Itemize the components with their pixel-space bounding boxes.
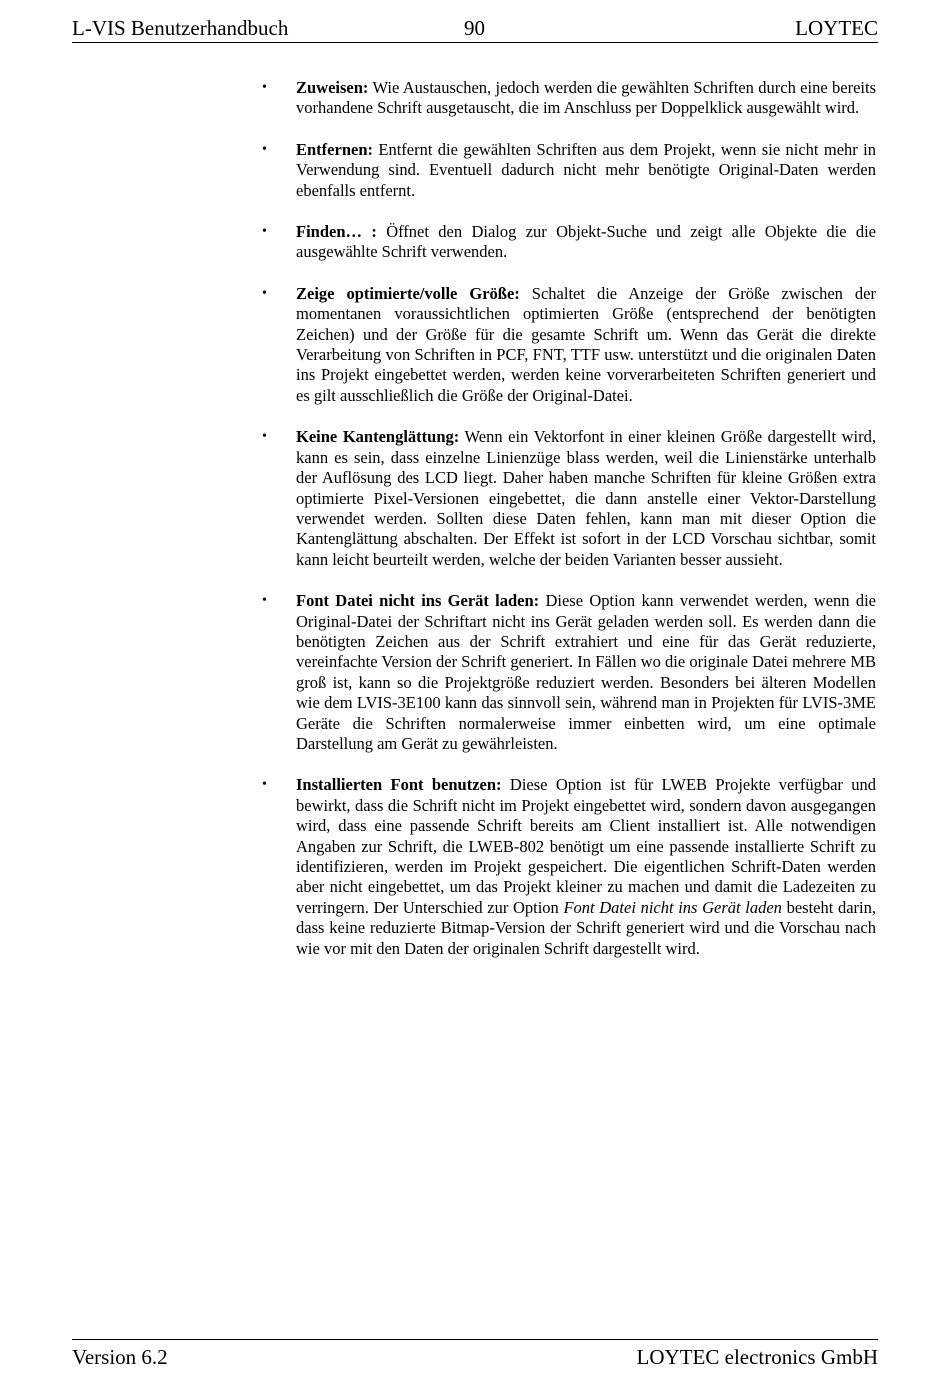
list-item-entfernen: [262, 140, 876, 201]
page-header: [72, 14, 878, 43]
bullet-icon: •: [262, 285, 267, 301]
item-term: Zeige optimierte/volle Größe:: [296, 283, 520, 303]
item-term: Keine Kantenglättung:: [296, 427, 460, 447]
item-text: Entfernt die gewählten Schriften aus dem Projekt, wenn sie nicht mehr in Verwendung sind. Eventuell dadurch nicht mehr benötigte Original-Daten werden ebenfalls entfernt.: [296, 139, 876, 200]
list-item-zuweisen: [262, 78, 876, 119]
list-item-kantenglaettung: [262, 427, 876, 570]
bullet-icon: •: [262, 80, 267, 95]
bullet-icon: •: [262, 429, 267, 445]
list-item-installierten-font: [262, 775, 876, 959]
item-text: Öffnet den Dialog zur Objekt-Suche und zeigt alle Objekte die die ausgewählte Schrift verwenden.: [296, 222, 877, 262]
brand-name: LOYTEC: [795, 16, 878, 40]
page-footer: [72, 1339, 878, 1374]
document-title: L-VIS Benutzerhandbuch: [72, 16, 289, 40]
item-emphasis: Font Datei nicht ins Gerät laden: [563, 897, 782, 917]
list-item-font-datei: [262, 591, 876, 754]
item-text: Diese Option ist für LWEB Projekte verfügbar und bewirkt, dass die Schrift nicht im Projekt eingebettet wird, sondern davon ausgegangen wird, dass eine passende Schrift bereits am Client installiert ist. Alle notwendigen Angaben zur Schrift, die LWEB-802 benötigt um eine passende installierte Schrift zu identifizieren, werden im Projekt gespeichert. Die eigentlichen Schrift-Daten werden aber nicht eingebettet, um das Projekt kleiner zu machen und damit die Ladezeiten zu verringern. Der Unterschied zur Option: [296, 775, 876, 917]
version-label: Version 6.2: [72, 1345, 168, 1369]
list-item-finden: [262, 222, 876, 263]
item-term: Finden… :: [296, 222, 377, 242]
item-text: Wenn ein Vektorfont in einer kleinen Größe dargestellt wird, kann es sein, dass einzelne Linienzüge blass werden, weil die Linienstärke unterhalb der Auflösung des LCD liegt. Daher haben manche Schriften für kleine Größen extra optimierte Pixel-Versionen eingebettet, die dann anstelle einer Vektor-Darstellung verwendet werden. Sollten diese Daten fehlen, kann man mit dieser Option die Kantenglättung abschalten. Der Effekt ist sofort in der LCD Vorschau sichtbar, somit kann leicht beurteilt werden, welche der beiden Varianten besser aussieht.: [296, 427, 877, 569]
bullet-icon: •: [262, 141, 267, 157]
item-text: Wie Austauschen, jedoch werden die gewählten Schriften durch eine bereits vorhandene Schrift ausgetauscht, die im Anschluss per Doppelklick ausgewählt wird.: [296, 78, 876, 118]
company-name: LOYTEC electronics GmbH: [636, 1345, 878, 1369]
bullet-icon: •: [262, 224, 267, 240]
page-number: 90: [464, 16, 485, 40]
list-item-groesse: [262, 284, 876, 406]
item-term: Entfernen:: [296, 139, 373, 159]
item-text: Schaltet die Anzeige der Größe zwischen der momentanen voraussichtlichen optimierten Größe (entsprechend der benötigten Zeichen) und der Größe für die gesamte Schrift um. Wenn das Gerät die direkte Verarbeitung von Schriften in PCF, FNT, TTF usw. unterstützt und die originalen Daten ins Projekt eingebettet werden, werden keine vorverarbeiteten Schriften generiert und es gilt ausschließlich die Größe der Original-Datei.: [296, 283, 876, 405]
bullet-list: [262, 78, 876, 980]
item-term: Installierten Font benutzen:: [296, 775, 502, 795]
item-text: Diese Option kann verwendet werden, wenn die Original-Datei der Schriftart nicht ins Gerät geladen werden soll. Es werden dann die benötigten Zeichen aus der Schrift extrahiert und eine für das Gerät reduzierte, vereinfachte Version der Schrift generiert. In Fällen wo die originale Datei mehrere MB groß ist, kann so die Projektgröße reduziert werden. Besonders bei älteren Modellen wie dem LVIS-3E100 kann das sinnvoll sein, während man in Projekten für LVIS-3ME Geräte die Schriften normalerweise immer einbetten wird, um eine optimale Darstellung am Gerät zu gewährleisten.: [296, 591, 876, 753]
item-term: Zuweisen:: [296, 78, 369, 97]
bullet-icon: •: [262, 593, 267, 609]
bullet-icon: •: [262, 777, 267, 793]
item-term: Font Datei nicht ins Gerät laden:: [296, 591, 540, 611]
item-text-after: besteht darin, dass keine reduzierte Bitmap-Version der Schrift generiert wird und die Vorschau nach wie vor mit den Daten der originalen Schrift dargestellt wird.: [296, 897, 877, 958]
